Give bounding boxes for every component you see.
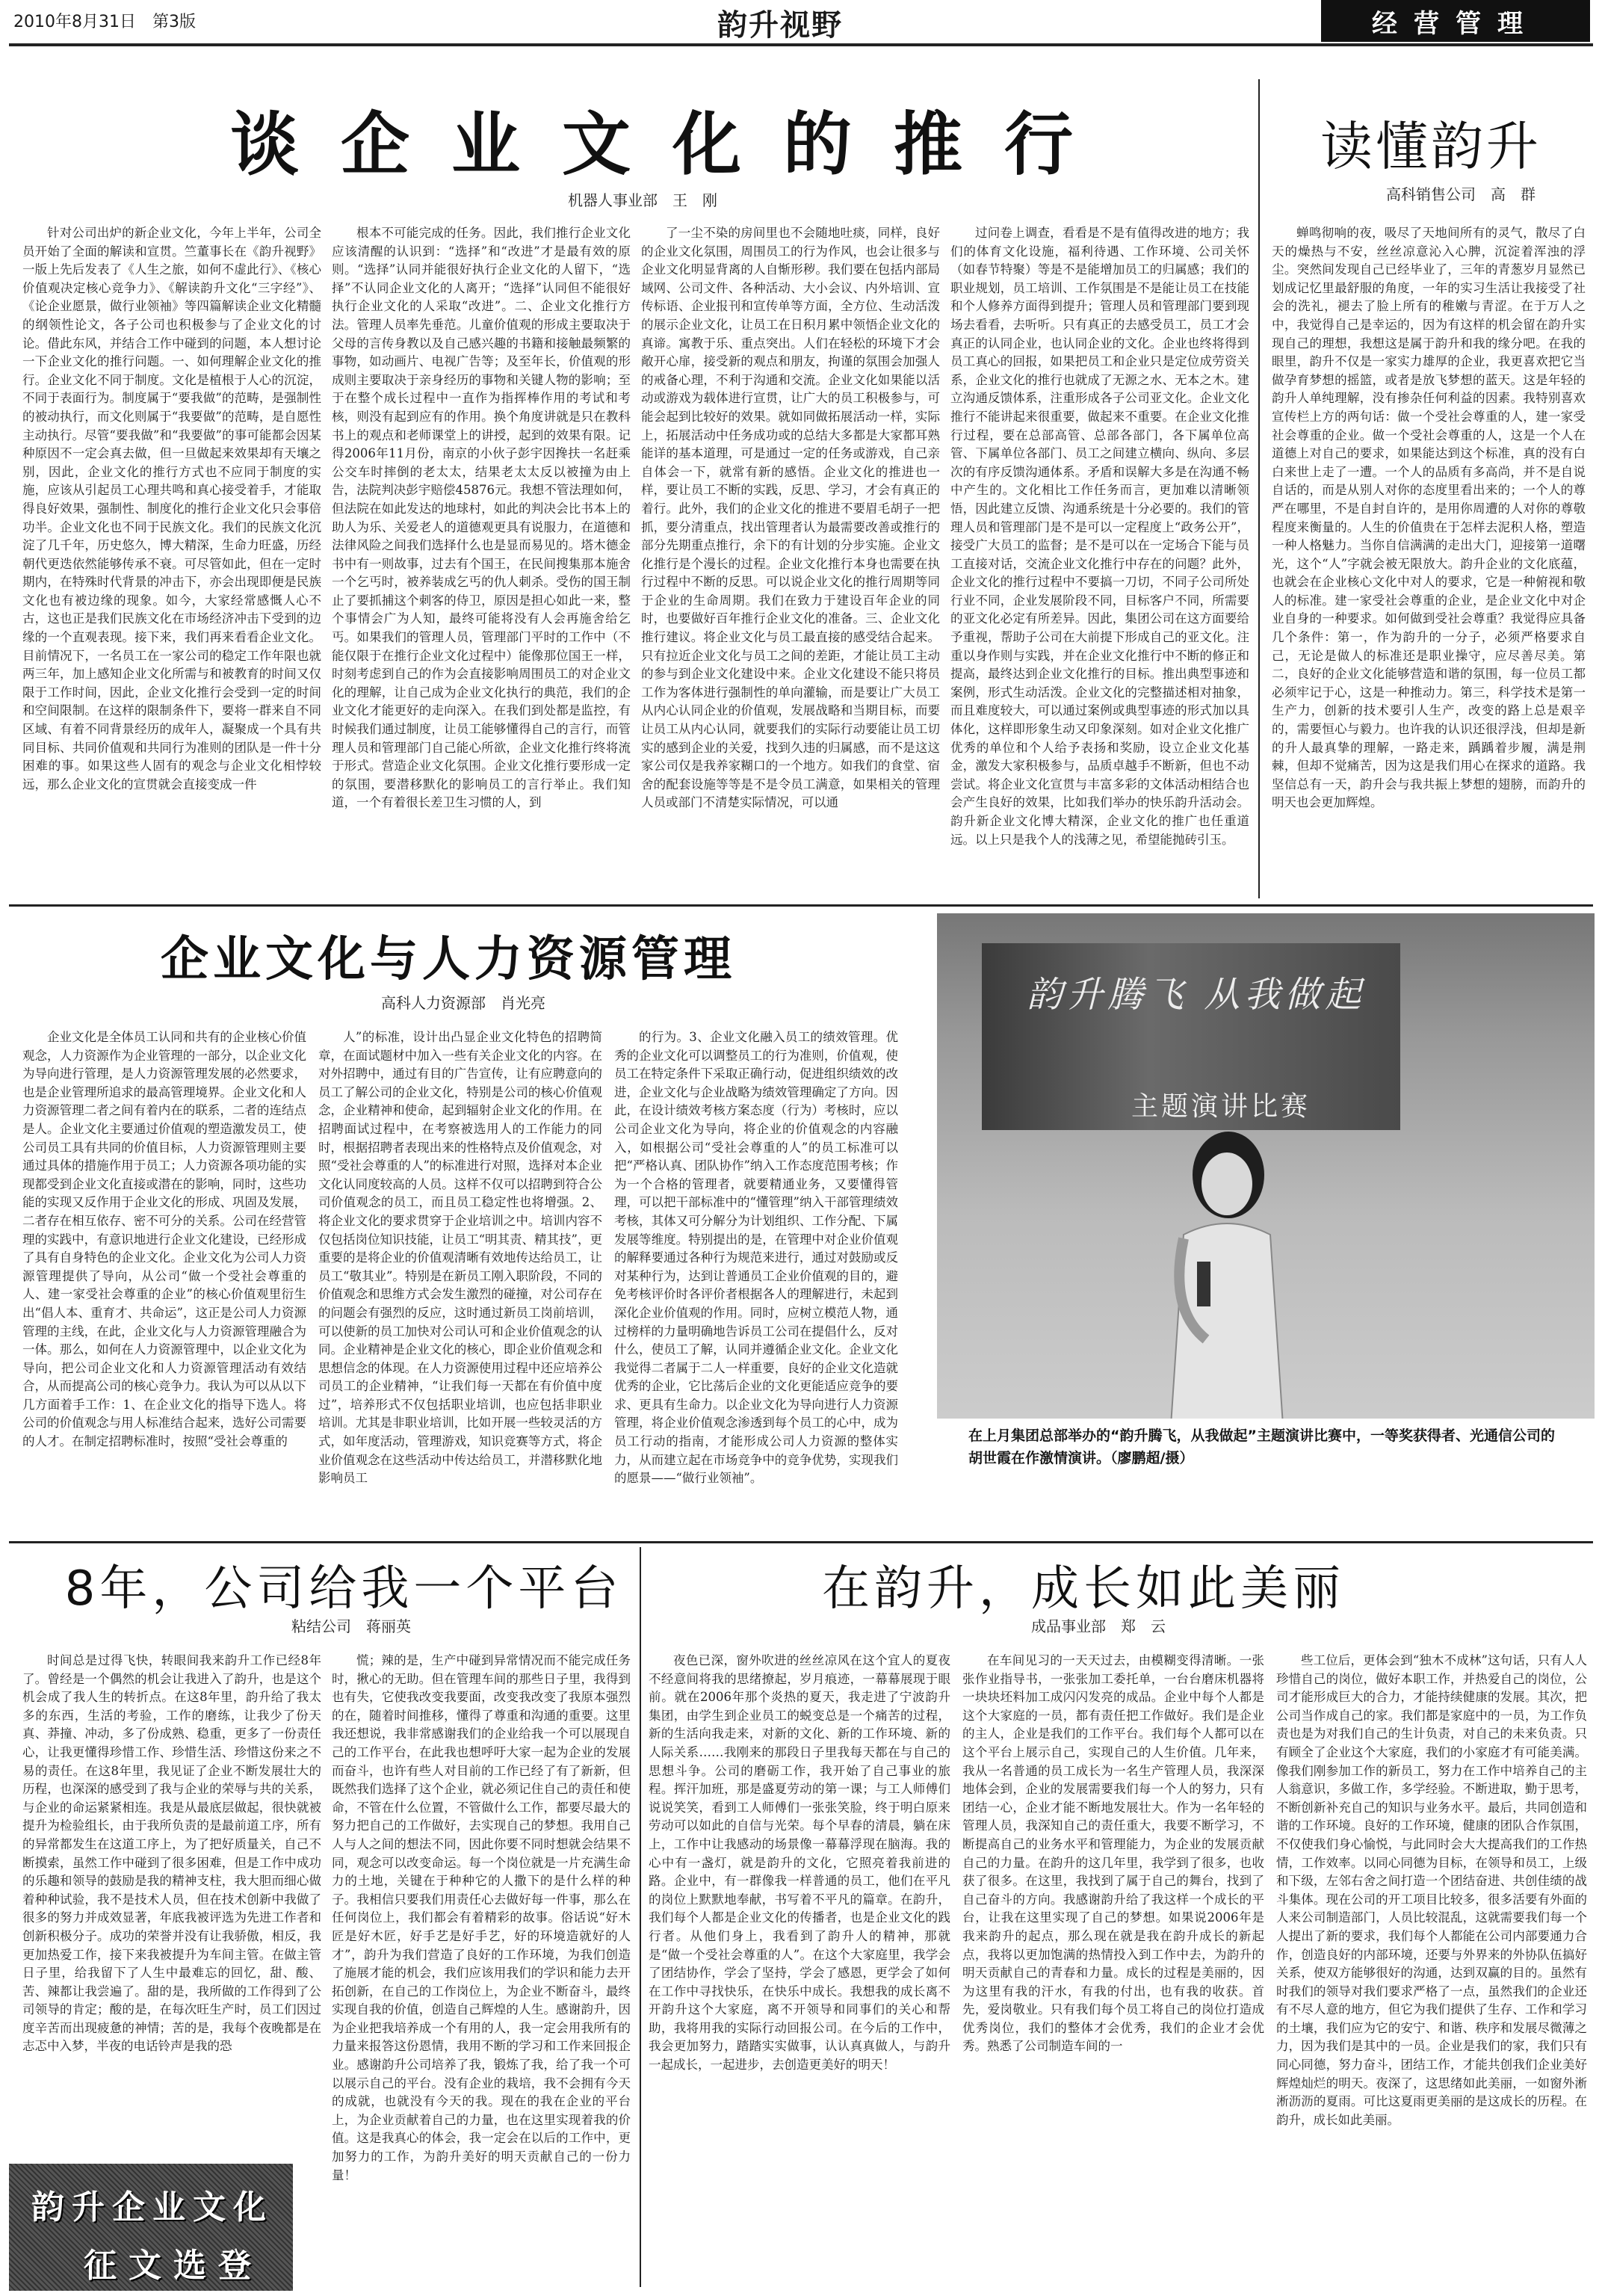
article5-text-3: 些工位后，更体会到“独木不成林”这句话，只有人人珍惜自己的岗位，做好本职工作，并热爱自己的岗位，公司才能形成巨大的合力，才能持续健康的发展。其次，把公司当作成自己的家。我们都是家庭中的一员，为工作负责也是为对我们自己的生计负责，对自己的未来负责。只有顾全了企业这个大家庭，我们的小家庭才有可能美满。像我们刚参加工作的新员工，努力在工作中培养自己的主人翁意识，多做工作，多学经验。不断进取，勤于思考，不断创新补充自己的知识与业务水平。最后，共同创造和谐的工作环境。良好的工作环境，健康的团队合作氛围，不仅使我们身心愉悦，与此同时会大大提高我们的工作热情，工作效率。以同心同德为目标，在领导和员工，上级和下级，左邻右舍之间打造一个团结奋进、共创佳绩的战斗集体。现在公司的开工项目比较多，很多活要有外面的人来公司制造部门，人员比较混乱，这就需要我们每一个人提出了新的要求，我们每个人都能在公司内部要通力合作，创造良好的内部环境，还要与外界来的外协队伍搞好关系，使双方能够很好的沟通，达到双赢的目的。虽然有时我们的领导对我们要求严格了一点，虽然我们的企业还有不尽人意的地方，但它为我们提供了生存、工作和学习的土壤，我们应为它的安宁、和谐、秩序和发展尽微薄之力，因为我们是其中的一员。企业是我们的家，我们只有同心同德，努力奋斗，团结工作，才能共创我们企业美好辉煌灿烂的明天。夜深了，这思绪如此美丽，一如窗外淅淅沥沥的夏雨。可比这夏雨更美丽的是这成长的历程。在韵升，成长如此美丽。 [1276, 1653, 1587, 2127]
issue-date: 2010年8月31日 第3版 [13, 13, 196, 31]
masthead: 韵升视野 [717, 7, 843, 43]
speaker-figure [1139, 1115, 1311, 1419]
column-divider [1258, 79, 1260, 898]
article3-text-3: 的行为。3、企业文化融入员工的绩效管理。优秀的企业文化可以调整员工的行为准则，价值观，使员工在特定条件下采取正确行动，促进组织绩效的改进，企业文化与企业战略为绩效管理确定了方向。因此，在设计绩效考核方案态度（行为）考核时，应以公司企业文化为导向，将企业的价值观念的内容融入，如根据公司“受社会尊重的人”的员工标准可以把“严格认真、团队协作”纳入工作态度范围考核；作为一个合格的管理者，就要精通业务，又要懂得管理，可以把干部标准中的“懂管理”纳入干部管理绩效考核，其体又可分解分为计划组织、工作分配、下属发展等维度。特别提出的是，在管理中对企业价值观的解释要通过各种行为规范来进行，通过对鼓励或反对某种行为，达到让普通员工企业价值观的目的，避免考核评价时各评价者根据各人的理解进行，未起到深化企业价值观的作用。同时，应树立模范人物，通过榜样的力量明确地告诉员工公司在提倡什么，反对什么，使员工了解，认同并遵循企业文化。企业文化我觉得二者属于二人一样重要，良好的企业文化造就优秀的企业，它比荡后企业的文化更能适应竞争的要求、更具有生命力。以企业文化为导向进行人力资源管理，将企业价值观念渗透到每个员工的心中，成为员工行动的指南，才能形成公司人力资源的整体实力，从而建立起在市场竞争中的竞争优势，实现我们的愿景——“做行业领袖”。 [614, 1030, 898, 1486]
photo-credit: （廖鹏超/摄） [1110, 1450, 1194, 1466]
article1-column-4 [950, 224, 1249, 895]
article1-column-1 [22, 224, 321, 895]
article5-text-2: 在车间见习的一天天过去，由模糊变得清晰。一张张作业指导书，一张张加工委托单，一台台磨床机器将一块块坯料加工成闪闪发亮的成品。企业中每个人都是这个大家庭的一员，都有责任把工作做好。我们是企业的主人，企业是我们的工作平台。我们每个人都可以在这个平台上展示自己，实现自己的人生价值。几年来，我从一名普通的员工成长为一名生产管理人员，我深深地体会到，企业的发展需要我们每一个人的努力，只有团结一心，企业才能不断地发展壮大。作为一名年轻的管理人员，我深知自己的责任重大，我要不断学习，不断提高自己的业务水平和管理能力，为企业的发展贡献自己的力量。在韵升的这几年里，我学到了很多，也收获了很多。在这里，我找到了属于自己的舞台，找到了自己奋斗的方向。我感谢韵升给了我这样一个成长的平台，让我在这里实现了自己的梦想。如果说2006年是我来韵升的起点，那么现在就是我在韵升成长的新起点，我将以更加饱满的热情投入到工作中去，为韵升的明天贡献自己的青春和力量。成长的过程是美丽的，因为这里有我的汗水，有我的付出，也有我的收获。首先，爱岗敬业。只有我们每个员工将自己的岗位打造成优秀岗位，我们的整体才会优秀，我们的企业才会优秀。熟悉了公司制造车间的一 [962, 1653, 1264, 2054]
photo-banner-subtitle: 主题演讲比赛 [1131, 1091, 1311, 1122]
speech-contest-photo [937, 913, 1595, 1419]
article2-byline: 高科销售公司 高 群 [1386, 185, 1535, 203]
article2-body [1272, 224, 1586, 895]
article4-column-1 [22, 1652, 321, 2160]
article3-byline: 高科人力资源部 肖光亮 [381, 994, 545, 1012]
article3-column-3 [614, 1028, 898, 1532]
article1-column-2 [332, 224, 631, 895]
article3-title: 企业文化与人力资源管理 [161, 932, 736, 987]
article1-text-4: 过问卷上调查，看看是不是有值得改进的地方；我们的体育文化设施，福利待遇、工作环境、公司关怀（如春节特聚）等是不是能增加员工的归属感；我们的职业规划，员工培训、工作氛围是不是能让员工在技能和个人修养方面得到提升；管理人员和管理部门要到现场去看看，去听听。只有真正的去感受员工，员工才会真正的认同企业，也认同企业的文化。企业也终将得到员工真心的回报，如果把员工和企业只是定位成劳资关系，企业文化的推行也就成了无源之水、无本之木。建立沟通反馈体系，注重形成各子公司亚文化。企业文化推行不能讲起来很重要，做起来不重要。在企业文化推行过程，要在总部高管、总部各部门，各下属单位高管、下属单位各部门、员工之间建立横向、纵向、多层次的有序反馈沟通体系。矛盾和误解大多是在沟通不畅中产生的。文化相比工作任务而言，更加难以清晰领悟，因此建立反馈、沟通系统是十分必要的。我们的管理人员和管理部门是不是可以一定程度上“政务公开”，接受广大员工的监督；是不是可以在一定场合下能与员工直接对话，交流企业文化推行中存在的问题？此外，企业文化的推行过程中不要搞一刀切，不同子公司所处行业不同，企业发展阶段不同，目标客户不同，所需要的亚文化必定有所差异。因此，集团公司在这方面要给予重视，帮助子公司在大前提下形成自己的亚文化。注重以身作则与实践，并在企业文化推行中不断的修正和提高，最终达到企业文化推行的目标。推出典型事迹和案例，形式生动活泼。企业文化的完整描述相对抽象，而且难度较大，可以通过案例或典型事迹的形式加以具体化，这样即形象生动又印象深刻。如对企业文化推广优秀的单位和个人给予表扬和奖励，设立企业文化基金，激发大家积极参与，品质卓越手不断新，但也不动尝试。将企业文化宣贯与丰富多彩的文体活动相结合也会产生良好的效果，比如我们举办的快乐韵升活动会。韵升新企业文化博大精深，企业文化的推广也任重道远。以上只是我个人的浅薄之见，希望能抛砖引玉。 [950, 226, 1249, 847]
stamp-line-1: 韵升企业文化 [31, 2188, 273, 2226]
article1-byline: 机器人事业部 王 刚 [568, 191, 717, 209]
article1-text-2: 根本不可能完成的任务。因此，我们推行企业文化应该清醒的认识到：“选择”和“改进”才是最有效的原则。“选择”认同并能很好执行企业文化的人留下，“选择”不认同企业文化的人离开；“选择”认同但不能很好执行企业文化的人采取“改进”。二、企业文化推行方法。管理人员率先垂范。儿童价值观的形成主要取决于父母的言传身教以及自己感兴趣的书籍和接触最频繁的事物，如动画片、电视广告等；及至年长，价值观的形成则主要取决于亲身经历的事物和关键人物的影响；至于在整个成长过程中一直作为指挥棒作用的考试和考核，则没有起到应有的作用。换个角度讲就是只在教科书上的观点和老师课堂上的讲授，起到的效果有限。记得2006年11月份，南京的小伙子彭宇因搀扶一名赶乘公交车时摔倒的老太太，结果老太太反以被撞为由上告，法院判决彭宇赔偿45876元。我想不管法理如何，但法院在如此发达的地球村，如此的判决会比书本上的助人为乐、关爱老人的道德观更具有说服力，在道德和法律风险之间我们选择什么也是显而易见的。塔木德金书中有一则故事，过去有个国王，在民间搜集那本施舍一个乞丐时，被养装成乞丐的仇人刺杀。受伤的国王制止了要抓捕这个刺客的侍卫，原因是担心如此一来，整个事情会广为人知，最终可能将没有人会再施舍给乞丐。如果我们的管理人员，管理部门平时的工作中（不能仅限于在推行企业文化过程中）能像那位国王一样，时刻考虑到自己的作为会直接影响周围员工的对企业文化的理解，让自己成为企业文化执行的典范，我们的企业文化才能更好的走向深入。在我们到处都是监控，有时候我们通过制度，让员工能够懂得自己的言行，而管理人员和管理部门自己能心所欲，企业文化推行终将流于形式。营造企业文化氛围。企业文化推行要形成一定的氛围，要潜移默化的影响员工的言行举止。我们知道，一个有着很长差卫生习惯的人，到 [332, 226, 631, 810]
article4-column-2 [332, 1652, 631, 2287]
article3-column-1 [22, 1028, 306, 1532]
article4-text-2: 慌；辣的是，生产中碰到异常情况而不能完成任务时，揪心的无助。但在管理车间的那些日子里，我得到也有失，它使我改变我要面，改变我改变了我原本强烈的在，随着时间推移，懂得了尊重和沟通的重要。这里我还想说，我非常感谢我们的企业给我一个可以展现自己的工作平台，在此我也想呼吁大家一起为企业的发展而奋斗，也许有些人对目前的工作已经了有了新新，但既然我们选择了这个企业，就必须记住自己的责任和使命，不管在什么位置，不管做什么工作，都要尽最大的努力把自己的工作做好，去实现自己的梦想。我用自己人与人之间的想法不同，因此你要不同时想就会结果不同，观念可以改变命运。每一个岗位就是一片充满生命力的土地，关键在于种种它的人撒下的是什么样的种子。我相信只要我们用责任心去做好每一件事，那么在任何岗位上，我们都会有着精彩的故事。俗话说“好木匠是好木匠，好手艺是好手艺，好的环境造就好的人才”，韵升为我们营造了良好的工作环境，为我们创造了施展才能的机会，我们应该用我们的学识和能力去开拓创新，在自己的工作岗位上，为企业不断奋斗，最终实现自我的价值，创造自己辉煌的人生。感谢韵升，因为企业把我培养成一个有用的人，我一定会用我所有的力量来报答这份恩情，我用不断的学习和工作来回报企业。感谢韵升公司培养了我，锻炼了我，给了我一个可以展示自己的平台。没有企业的栽培，我不会拥有今天的成就，也就没有今天的我。现在的我在企业的平台上，为企业贡献着自己的力量，也在这里实现着我的价值。这是我真心的体会，我一定会在以后的工作中，更加努力的工作，为韵升美好的明天贡献自己的一份力量！ [332, 1653, 631, 2182]
article3-column-2 [318, 1028, 602, 1532]
article5-text-1: 夜色已深，窗外吹进的丝丝凉风在这个宜人的夏夜不经意间将我的思绪撩起，岁月痕迹，一幕幕展现于眼前。就在2006年那个炎热的夏天，我走进了宁波韵升集团，由学生到企业员工的蜕变总是一个痛苦的过程，新的生活向我走来，对新的文化、新的工作环境、新的人际关系……我刚来的那段日子里我每天都在与自己的思想斗争。公司的磨砺工作，我开始了自己事业的旅程。挥汗加班，那是盛夏劳动的第一课；与工人师傅们说说笑笑，看到工人师傅们一张张笑脸，终于明白原来劳动可以如此的自信与光荣。每个早春的清晨，躺在床上，工作中让我感动的场景像一幕幕浮现在脑海。我的心中有一盏灯，就是韵升的文化，它照亮着我前进的路。企业中，有一群像我一样普通的员工，他们在平凡的岗位上默默地奉献，书写着不平凡的篇章。在韵升，我们每个人都是企业文化的传播者，也是企业文化的践行者。从他们身上，我看到了韵升人的精神，那就是“做一个受社会尊重的人”。在这个大家庭里，我学会了团结协作，学会了坚持，学会了感恩，更学会了如何在工作中寻找快乐，在快乐中成长。我想我的成长离不开韵升这个大家庭，离不开领导和同事们的关心和帮助，我将用我的实际行动回报公司。在今后的工作中，我会更加努力，踏踏实实做事，认认真真做人，与韵升一起成长，一起进步，去创造更美好的明天！ [649, 1653, 950, 2073]
section-badge: 经营管理 [1321, 0, 1590, 42]
article1-text-1: 针对公司出炉的新企业文化，今年上半年，公司全员开始了全面的解读和宣贯。竺董事长在《韵升视野》一版上先后发表了《人生之旅，如何不虚此行》、《核心价值观决定核心竞争力》、《解读韵升文化“三字经”》、《论企业愿景，做行业领袖》等四篇解读企业文化精髓的纲领性论文，各子公司也积极参与了企业文化的讨论。借此东风，并结合工作中碰到的问题，本人想讨论一下企业文化的推行问题。一、如何理解企业文化的推行。企业文化不同于制度。文化是植根于人心的沉淀，不同于表面行为。制度属于“要我做”的范畴，是强制性的被动执行，而文化则属于“我要做”的范畴，是自愿性主动执行。尽管“要我做”和“我要做”的事可能都会因某种原因不一定会真去做，但一旦做起来效果却有天壤之别，因此，企业文化的推行方式也不应同于制度的实施，应该从引起员工心理共鸣和真心接受着手，才能取得良好效果，强制性、制度化的推行企业文化只会事倍功半。企业文化也不同于民族文化。我们的民族文化沉淀了几千年，历史悠久，博大精深，生命力旺盛，历经朝代更迭依然能够传承不衰。可尽管如此，但在一定时期内，在特殊时代背景的冲击下，亦会出现即便是民族文化也有被边缘的现象。如今，大家经常感慨人心不古，这也正是我们民族文化在市场经济冲击下受到的边缘的一个直观表现。接下来，我们再来看看企业文化。目前情况下，一名员工在一家公司的稳定工作年限也就两三年，加上感知企业文化所需与和被教育的时间又仅限于工作时间，因此，企业文化推行会受到一定的时间和空间限制。在这样的限制条件下，要将一群来自不同区域、有着不同背景经历的成年人，凝聚成一个具有共同目标、共同价值观和共同行为准则的团队是一件十分困难的事。如果这些人固有的观念与企业文化相悖较远，那么企业文化的宣贯就会直接变成一件 [22, 226, 321, 791]
article3-text-2: 人”的标准，设计出凸显企业文化特色的招聘简章，在面试题材中加入一些有关企业文化的内容。在对外招聘中，通过有目的广告宣传，让有应聘意向的员工了解公司的企业文化，特别是公司的核心价值观念，企业精神和使命，起到辐射企业文化的作用。在招聘面试过程中，在考察被选用人的工作能力的同时，根据招聘者表现出来的性格特点及价值观念，对照“受社会尊重的人”的标准进行对照，选择对本企业文化认同度较高的人员。这样不仅可以招聘到符合公司价值观念的员工，而且员工稳定性也将增强。2、将企业文化的要求贯穿于企业培训之中。培训内容不仅包括岗位知识技能，让员工“明其责、精其技”，更重要的是将企业的价值观清晰有效地传达给员工，让员工“敬其业”。特别是在新员工刚入职阶段，不同的价值观念和思维方式会发生激烈的碰撞，对公司存在的问题会有强烈的反应，这时通过新员工岗前培训，可以使新的员工加快对公司认可和企业价值观念的认同。企业精神是企业文化的核心，即企业价值观念和思想信念的体现。在人力资源使用过程中还应培养公司员工的企业精神，“让我们每一天都在有价值中度过”，培养形式不仅包括职业培训，也应包括非职业培训。尤其是非职业培训，比如开展一些较灵活的方式，如年度活动，管理游戏，知识竞赛等方式，将企业价值观念在这些活动中传达给员工，并潜移默化地影响员工 [318, 1030, 602, 1486]
article4-text-1: 时间总是过得飞快，转眼间我来韵升工作已经8年了。曾经是一个偶然的机会让我进入了韵升，也是这个机会成了我人生的转折点。在这8年里，韵升给了我太多的东西，生活的考验，工作的磨练，让我少了份天真、莽撞、冲动，多了份成熟、稳重，更多了一份责任心，让我更懂得珍惜工作、珍惜生活、珍惜这份来之不易的责任。在这8年里，我见证了企业不断发展壮大的历程，也深深的感受到了我与企业的荣辱与共的关系，与企业的命运紧紧相连。我是从最底层做起，很快就被提升为检验组长，由于我所负责的是最前道工序，所有的异常都发生在这道工序上，为了把好质量关，自己不断摸索，虽然工作中碰到了很多困难，但是工作中成功的乐趣和领导的鼓励是我的精神支柱，我大胆而细心做着种种试验，我不是技术人员，但在技术创新中我做了很多的努力并成效显著，年底我被评选为先进工作者和创新积极分子。成功的荣誉并没有让我骄傲，相反，我更加热爱工作，接下来我被提升为车间主管。在做主管日子里，给我留下了人生中最难忘的回忆，甜、酸、苦、辣都让我尝遍了。甜的是，我所做的工作得到了公司领导的肯定；酸的是，在每次旺生产时，员工们因过度辛苦而出现疲惫的神情；苦的是，我每个夜晚都是在志忑中入梦，半夜的电话铃声是我的恐 [22, 1653, 321, 2054]
header-rule [9, 43, 1593, 46]
column-divider-bottom [640, 1547, 641, 2287]
photo-banner-text: 韵升腾飞 从我做起 [1027, 974, 1366, 1016]
article5-column-3 [1276, 1652, 1587, 2287]
article1-text-3: 了一尘不染的房间里也不会随地吐痰，同样，良好的企业文化氛围，周围员工的行为作风，也会让很多与企业文化明显背离的人自惭形秽。我们要在包括内部局域网、公司文件、各种活动、大小会议、内外培训、宣传标语、企业报刊和宣传单等方面，全方位、生动活泼的展示企业文化，让员工在日积月累中领悟企业文化的真谛。寓教于乐、重点突出。人们在轻松的环境下才会敞开心扉，接受新的观点和朋友，拘谨的氛围会加强人的戒备心理，不利于沟通和交流。企业文化如果能以活动或游戏为载体进行宣贯，让广大的员工积极参与，可能会起到比较好的效果。就如同做拓展活动一样，实际上，拓展活动中任务成功或的总结大多都是大家都耳熟能详的基本道理，可是通过一定的任务或游戏，自己亲自体会一下，就常有新的感悟。企业文化的推进也一样，要让员工不断的实践，反思、学习，才会有真正的着行。此外，我们的企业文化的推进不要眉毛胡子一把抓，要分清重点，找出管理者认为最需要改善或推行的部分先期重点推行，余下的有计划的分步实施。企业文化推行是个漫长的过程。企业文化推行本身也需要在执行过程中不断的反思。可以说企业文化的推行周期等同于企业的生命周期。我们在致力于建设百年企业的同时，也要做好百年推行企业文化的准备。三、企业文化推行建议。将企业文化与员工最直接的感受结合起来。只有拉近企业文化与员工之间的差距，才能让员工主动的参与到企业文化建设中来。企业文化建设不能只将员工作为客体进行强制性的单向灌输，而是要让广大员工从内心认同企业的价值观，发展战略和当期目标，而要让员工从内心认同，就要我们的实际行动要能让员工切实的感到企业的关爱，找到久违的归属感，而不是这这家公司仅是我养家糊口的一个地方。如我们的食堂、宿舍的配套设施等等是不是令员工满意，如果相关的管理人员或部门不清楚实际情况，可以通 [641, 226, 940, 810]
article4-byline: 粘结公司 蒋丽英 [291, 1617, 411, 1635]
article2-title: 读懂韵升 [1320, 116, 1541, 177]
section-rule-2 [9, 1541, 1593, 1543]
section-rule-1 [9, 904, 1593, 907]
article4-title: 8年，公司给我一个平台 [64, 1561, 623, 1617]
photo-caption [968, 1425, 1566, 1472]
article5-column-2 [962, 1652, 1264, 2287]
photo-caption-text: 在上月集团总部举办的“韵升腾飞，从我做起”主题演讲比赛中，一等奖获得者、光通信公司的胡世霞在作激情演讲。 [968, 1428, 1555, 1466]
article5-byline: 成品事业部 郑 云 [1031, 1617, 1166, 1635]
article1-title: 谈企业文化的推行 [229, 105, 1115, 185]
article5-column-1 [649, 1652, 950, 2287]
article1-column-3 [641, 224, 940, 895]
article2-text: 蝉鸣彻响的夜，吸尽了天地间所有的灵气，散尽了白天的燥热与不安，丝丝凉意沁入心脾，沉淀着浑浊的浮尘。突然间发现自己已经毕业了，三年的青葱岁月显然已划成记忆里最舒服的角度，一年的实习生活让我接受了社会的洗礼，褪去了脸上所有的稚嫩与青涩。在于万人之中，我觉得自己是幸运的，因为有这样的机会留在韵升实现自己的理想，我想这是属于韵升和我的缘分吧。在我的眼里，韵升不仅是一家实力雄厚的企业，我更喜欢把它当做孕育梦想的摇篮，或者是放飞梦想的蓝天。这是年轻的韵升人单纯理解，没有掺杂任何利益的因素。我特别喜欢宣传栏上方的两句话：做一个受社会尊重的人，建一家受社会尊重的企业。做一个受社会尊重的人，这是一个人在道德上对自己的要求，如果能达到这个标准，真的没有白白来世上走了一遭。一个人的品质有多高尚，并不是自说自话的，而是从别人对你的态度里看出来的；一个人的尊严在哪里，不是自封自许的，是用你周遭的人对你的尊敬程度来衡量的。人生的价值贵在于怎样去泥积人格，塑造一种人格魅力。当你自信满满的走出大门，迎接第一道曙光，这个“人”字就会被无限放大。韵升企业的文化底蕴，也就会在企业核心文化中对人的要求，它是一种俯视和敬人的标准。建一家受社会尊重的企业，是企业文化中对企业自身的一种要求。如何做到受社会尊重？我觉得应具备几个条件：第一，作为韵升的一分子，必须严格要求自己，无论是做人的标准还是职业操守，应尽善尽美。第二，良好的企业文化能够营造和谐的氛围，每一位员工都必须牢记于心，这是一种推动力。第三，科学技术是第一生产力，创新的技术要引人生产，改变的路上总是艰辛的，需要恒心与毅力。也许我的认识还很浮浅，但却是新的升人最真挚的理解，一路走来，踽踽着步履，满是荆棘，但却不觉痛苦，因为这是我们用心在探求的道路。我坚信总有一天，韵升会与我共振上梦想的翅膀，而韵升的明天也会更加辉煌。 [1272, 226, 1586, 810]
stamp-line-2: 征文选登 [84, 2247, 263, 2285]
article3-text-1: 企业文化是全体员工认同和共有的企业核心价值观念，人力资源作为企业管理的一部分，以企业文化为导向进行管理，是人力资源管理发展的必然要求，也是企业管理所追求的最高管理境界。企业文化和人力资源管理二者之间有着内在的联系，二者的连结点是人。企业文化主要通过价值观的塑造激发员工，使公司员工具有共同的价值目标，人力资源管理则主要通过具体的措施作用于员工；人力资源各项功能的实现都受到企业文化直接或潜在的影响，同时，这些功能的实现又反作用于企业文化的形成、巩固及发展，二者存在相互依存、密不可分的关系。公司在经营管理的实践中，有意识地进行企业文化建设，已经形成了具有自身特色的企业文化。企业文化为公司人力资源管理提供了导向，从公司“做一个受社会尊重的人、建一家受社会尊重的企业”的核心价值观里衍生出“倡人本、重育才、共命运”，这正是公司人力资源管理的主线，在此，企业文化与人力资源管理融合为一体。那么，如何在人力资源管理中，以企业文化为导向，把公司企业文化和人力资源管理活动有效结合，从而提高公司的核心竞争力。我认为可以从以下几方面着手工作：1、在企业文化的指导下选人。将公司的价值观念与用人标准结合起来，选好公司需要的人才。在制定招聘标准时，按照“受社会尊重的 [22, 1030, 306, 1449]
essay-contest-stamp [9, 2164, 293, 2291]
article5-title: 在韵升，成长如此美丽 [822, 1561, 1345, 1617]
